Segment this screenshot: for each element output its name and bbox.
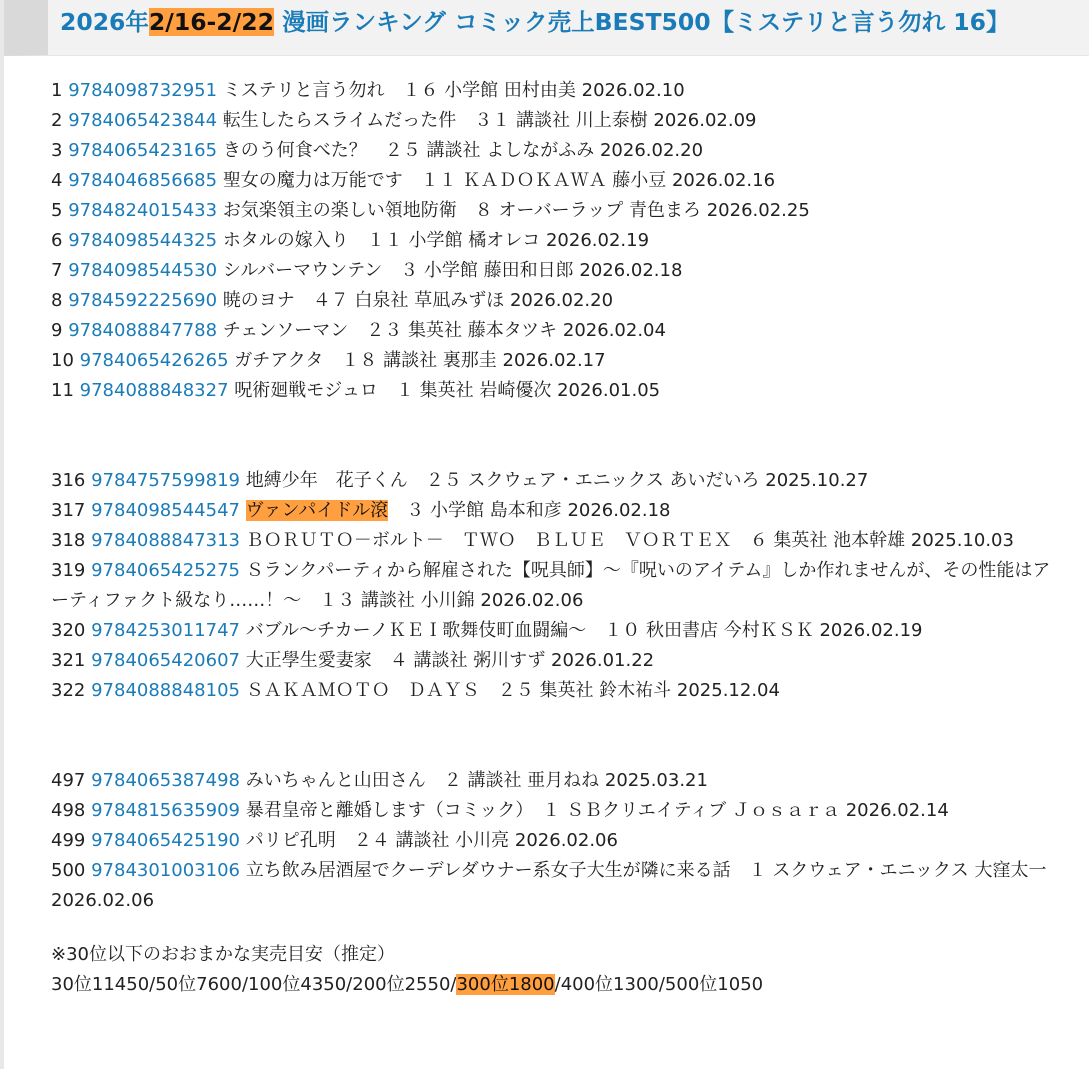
ranking-section-bottom — [51, 766, 1059, 916]
isbn-link[interactable]: 9784098544530 — [68, 260, 218, 281]
isbn-link[interactable]: 9784098732951 — [68, 80, 218, 101]
ranking-row — [51, 256, 1059, 286]
ranking-section-middle — [51, 466, 1059, 706]
isbn-link[interactable]: 9784088848105 — [91, 680, 240, 701]
rank-number: 1 — [51, 80, 63, 101]
isbn-link[interactable]: 9784065387498 — [91, 770, 240, 791]
title-prefix: 2026年 — [60, 8, 149, 36]
book-details: 大正學生愛妻家 ４ 講談社 粥川すず 2026.01.22 — [245, 650, 655, 671]
ranking-row — [51, 826, 1059, 856]
rank-number: 317 — [51, 500, 86, 521]
ranking-row — [51, 646, 1059, 676]
isbn-link[interactable]: 9784065426265 — [79, 350, 229, 371]
ranking-row — [51, 196, 1059, 226]
note-values — [51, 970, 1059, 1000]
book-details: シルバーマウンテン ３ 小学館 藤田和日郎 2026.02.18 — [222, 260, 683, 281]
highlighted-title: ヴァンパイドル滾 — [245, 500, 389, 521]
ranking-row — [51, 466, 1059, 496]
isbn-link[interactable]: 9784592225690 — [68, 290, 218, 311]
book-details: チェンソーマン ２３ 集英社 藤本タツキ 2026.02.04 — [222, 320, 666, 341]
ranking-row — [51, 166, 1059, 196]
rank-number: 500 — [51, 860, 86, 881]
ranking-row — [51, 346, 1059, 376]
book-details: きのう何食べた？ ２５ 講談社 よしながふみ 2026.02.20 — [222, 140, 704, 161]
rank-number: 9 — [51, 320, 63, 341]
note-values-highlight: 300位1800 — [456, 974, 555, 995]
book-details: ＢＯＲＵＴＯ－ボルト－ ＴＷＯ ＢＬＵＥ ＶＯＲＴＥＸ ６ 集英社 池本幹雄 2025.10.03 — [245, 530, 1014, 551]
ranking-row — [51, 796, 1059, 826]
note-values-prefix: 30位11450/50位7600/100位4350/200位2550/ — [51, 974, 457, 995]
page-title — [60, 4, 1059, 41]
rank-number: 6 — [51, 230, 63, 251]
sales-estimate-note — [51, 940, 1059, 1000]
ranking-row — [51, 76, 1059, 106]
isbn-link[interactable]: 9784815635909 — [91, 800, 240, 821]
rank-number: 319 — [51, 560, 86, 581]
rank-number: 322 — [51, 680, 86, 701]
ranking-row — [51, 316, 1059, 346]
isbn-link[interactable]: 9784824015433 — [68, 200, 218, 221]
book-details: バブル～チカーノＫＥＩ歌舞伎町血闘編～ １０ 秋田書店 今村ＫＳＫ 2026.02.19 — [245, 620, 923, 641]
rank-number: 321 — [51, 650, 86, 671]
ranking-row — [51, 856, 1059, 916]
isbn-link[interactable]: 9784757599819 — [91, 470, 240, 491]
book-details: みいちゃんと山田さん ２ 講談社 亜月ねね 2025.03.21 — [245, 770, 708, 791]
ranking-section-top — [51, 76, 1059, 406]
rank-number: 316 — [51, 470, 86, 491]
book-details: ガチアクタ １８ 講談社 裏那圭 2026.02.17 — [234, 350, 606, 371]
rank-number: 3 — [51, 140, 63, 161]
title-date-highlight: 2/16-2/22 — [148, 8, 274, 36]
isbn-link[interactable]: 9784065425275 — [91, 560, 240, 581]
ranking-row — [51, 226, 1059, 256]
page-header — [4, 0, 1089, 56]
book-details: Ｓランクパーティから解雇された【呪具師】～『呪いのアイテム』しか作れませんが、その性能はアーティファクト級なり……！～ １３ 講談社 小川錦 2026.02.06 — [51, 560, 1051, 611]
book-details: お気楽領主の楽しい領地防衛 ８ オーバーラップ 青色まろ 2026.02.25 — [222, 200, 810, 221]
rank-number: 499 — [51, 830, 86, 851]
book-details: 地縛少年 花子くん ２５ スクウェア・エニックス あいだいろ 2025.10.27 — [245, 470, 869, 491]
book-details: 聖女の魔力は万能です １１ ＫＡＤＯＫＡＷＡ 藤小豆 2026.02.16 — [222, 170, 776, 191]
ranking-row — [51, 676, 1059, 706]
rank-number: 5 — [51, 200, 63, 221]
book-details: ホタルの嫁入り １１ 小学館 橘オレコ 2026.02.19 — [222, 230, 650, 251]
book-details: 呪術廻戦モジュロ １ 集英社 岩崎優次 2026.01.05 — [234, 380, 661, 401]
isbn-link[interactable]: 9784065425190 — [91, 830, 240, 851]
isbn-link[interactable]: 9784065423165 — [68, 140, 218, 161]
rank-number: 318 — [51, 530, 86, 551]
ranking-row — [51, 286, 1059, 316]
ranking-row — [51, 496, 1059, 526]
isbn-link[interactable]: 9784088847788 — [68, 320, 218, 341]
ranking-row — [51, 376, 1059, 406]
isbn-link[interactable]: 9784098544547 — [91, 500, 240, 521]
book-details: 暁のヨナ ４７ 白泉社 草凪みずほ 2026.02.20 — [222, 290, 614, 311]
page — [4, 0, 1089, 1069]
book-details: 転生したらスライムだった件 ３１ 講談社 川上泰樹 2026.02.09 — [222, 110, 757, 131]
book-details: ３ 小学館 島本和彦 2026.02.18 — [388, 500, 671, 521]
rank-number: 320 — [51, 620, 86, 641]
isbn-link[interactable]: 9784301003106 — [91, 860, 240, 881]
book-details: 立ち飲み居酒屋でクーデレダウナー系女子大生が隣に来る話 １ スクウェア・エニックス 大窪太一 2026.02.06 — [51, 860, 1047, 911]
book-details: パリピ孔明 ２４ 講談社 小川亮 2026.02.06 — [245, 830, 618, 851]
isbn-link[interactable]: 9784088848327 — [79, 380, 229, 401]
rank-number: 10 — [51, 350, 74, 371]
rank-number: 8 — [51, 290, 63, 311]
ranking-row — [51, 556, 1059, 616]
isbn-link[interactable]: 9784065423844 — [68, 110, 218, 131]
ranking-row — [51, 616, 1059, 646]
isbn-link[interactable]: 9784065420607 — [91, 650, 240, 671]
ranking-content — [4, 56, 1089, 1000]
rank-number: 4 — [51, 170, 63, 191]
book-details: ミステリと言う勿れ １６ 小学館 田村由美 2026.02.10 — [222, 80, 685, 101]
book-details: ＳＡＫＡＭＯＴＯ ＤＡＹＳ ２５ 集英社 鈴木祐斗 2025.12.04 — [245, 680, 780, 701]
isbn-link[interactable]: 9784046856685 — [68, 170, 218, 191]
rank-number: 497 — [51, 770, 86, 791]
isbn-link[interactable]: 9784253011747 — [91, 620, 240, 641]
rank-number: 7 — [51, 260, 63, 281]
rank-number: 11 — [51, 380, 74, 401]
isbn-link[interactable]: 9784098544325 — [68, 230, 218, 251]
isbn-link[interactable]: 9784088847313 — [91, 530, 240, 551]
ranking-row — [51, 766, 1059, 796]
note-heading: ※30位以下のおおまかな実売目安（推定） — [51, 944, 395, 965]
note-values-suffix: /400位1300/500位1050 — [554, 974, 764, 995]
title-suffix: 漫画ランキング コミック売上BEST500【ミステリと言う勿れ 16】 — [273, 8, 1010, 36]
ranking-row — [51, 106, 1059, 136]
book-details: 暴君皇帝と離婚します（コミック） １ ＳＢクリエイティブ Ｊｏｓａｒａ 2026.02.14 — [245, 800, 949, 821]
ranking-row — [51, 136, 1059, 166]
rank-number: 2 — [51, 110, 63, 131]
ranking-row — [51, 526, 1059, 556]
rank-number: 498 — [51, 800, 86, 821]
